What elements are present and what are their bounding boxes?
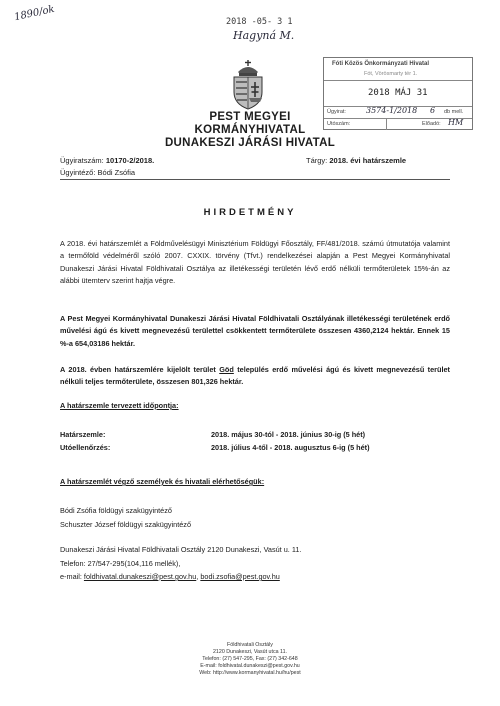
office-address: Dunakeszi Járási Hivatal Földhivatali Osztály 2120 Dunakeszi, Vasút u. 11.	[60, 545, 302, 554]
staff-heading: A határszemlét végző személyek és hivatali elérhetőségük:	[60, 477, 265, 486]
hungary-coat-of-arms-icon	[226, 58, 270, 110]
office-email: e-mail: foldhivatal.dunakeszi@pest.gov.hu, bodi.zsofia@pest.gov.hu	[60, 572, 280, 581]
area-paragraph: A Pest Megyei Kormányhivatal Dunakeszi Járási Hivatal Földhivatali Osztályának illetékességi területének erdő művelési ágú és kivett megnevezésű területtel csökkentett termőterülete összesen 4360,2124 hektár. Ennek 15 %-a 654,03186 hektár.	[60, 314, 450, 348]
stamp-db-label: db mell.	[444, 109, 464, 115]
stamp-office: Fóti Közös Önkormányzati Hivatal	[332, 61, 430, 67]
schedule-value-followup: 2018. július 4-től - 2018. augusztus 6-ig (5 hét)	[211, 443, 370, 452]
designated-area-paragraph: A 2018. évben határszemlére kijelölt terület Göd település erdő művelési ágú és kivett megnevezésű terület nélküli teljes termőterülete, összesen 801,326 hektár.	[60, 365, 450, 387]
schedule-label-inspection: Határszemle:	[60, 430, 106, 439]
footer-line-1: Földhivatali Osztály	[227, 642, 273, 648]
staff-person-1: Bódi Zsófia földügyi szakügyintéző	[60, 506, 172, 515]
footer	[150, 642, 350, 677]
email-link-officer[interactable]: bodi.zsofia@pest.gov.hu	[200, 572, 280, 581]
org-name-line-2: KORMÁNYHIVATAL	[194, 124, 306, 136]
handwritten-corner-note: 1890/ok	[13, 3, 56, 24]
handwritten-signature: Hagyná M.	[233, 29, 295, 42]
stamp-db-value: 6	[430, 106, 436, 115]
case-officer: Ügyintéző: Bódi Zsófia	[60, 168, 136, 177]
footer-line-3: Telefon: (27) 547-295, Fax: (27) 342-648	[202, 655, 298, 662]
email-link-office[interactable]: foldhivatal.dunakeszi@pest.gov.hu	[83, 572, 197, 581]
place-name: Göd	[219, 365, 234, 374]
document-title: HIRDETMÉNY	[203, 207, 297, 218]
registry-stamp	[323, 57, 473, 130]
schedule-label-followup: Utóellenőrzés:	[60, 443, 111, 452]
stamp-eloado-value: HM	[448, 118, 464, 127]
stamp-date: 2018 MÁJ 31	[368, 88, 428, 98]
received-date-stamp: 2018 -05- 3 1	[226, 17, 293, 27]
office-phone: Telefon: 27/547-295(104,116 mellék),	[60, 559, 181, 568]
staff-person-2: Schuszter József földügyi szakügyintéző	[60, 520, 192, 529]
schedule-heading: A határszemle tervezett időpontja:	[60, 401, 179, 410]
stamp-utoszam-label: Utószám:	[327, 121, 351, 127]
case-subject: Tárgy: 2018. évi határszemle	[306, 156, 407, 165]
header-divider	[60, 179, 450, 180]
footer-line-2: 2120 Dunakeszi, Vasút utca 11.	[212, 648, 287, 655]
stamp-eloado-label: Előadó:	[422, 121, 441, 127]
footer-line-5: Web: http://www.kormanyhivatal.hu/hu/pest	[199, 669, 301, 676]
footer-line-4: E-mail: foldhivatal.dunakeszi@pest.gov.hu	[200, 662, 300, 669]
stamp-ugyirat-label: Ügyirat:	[327, 109, 346, 115]
org-name-line-3: DUNAKESZI JÁRÁSI HIVATAL	[164, 137, 336, 149]
org-name-line-1: PEST MEGYEI	[209, 111, 291, 123]
stamp-ugyirat-value: 3574-1/2018	[366, 106, 418, 115]
schedule-value-inspection: 2018. május 30-tól - 2018. június 30-ig (5 hét)	[211, 430, 366, 439]
intro-paragraph: A 2018. évi határszemlét a Földművelésügyi Minisztérium Földügyi Főosztály, FF/481/2018. számú útmutatója valamint a termőföld védelméről szóló 2007. CXXIX. törvény (Tfvt.) rendelkezései alapján a Pest Megyei Kormányhivatal Dunakeszi Járási Hivatal Földhivatali Osztálya az illetékességi területén lévő erdő nélküli termőterületek 15%-án az alábbi ütemterv szerint hajtja végre.	[60, 239, 450, 285]
case-number: Ügyiratszám: 10170-2/2018.	[60, 156, 155, 165]
stamp-office-sub: Fót, Vörösmarty tér 1.	[364, 71, 418, 77]
